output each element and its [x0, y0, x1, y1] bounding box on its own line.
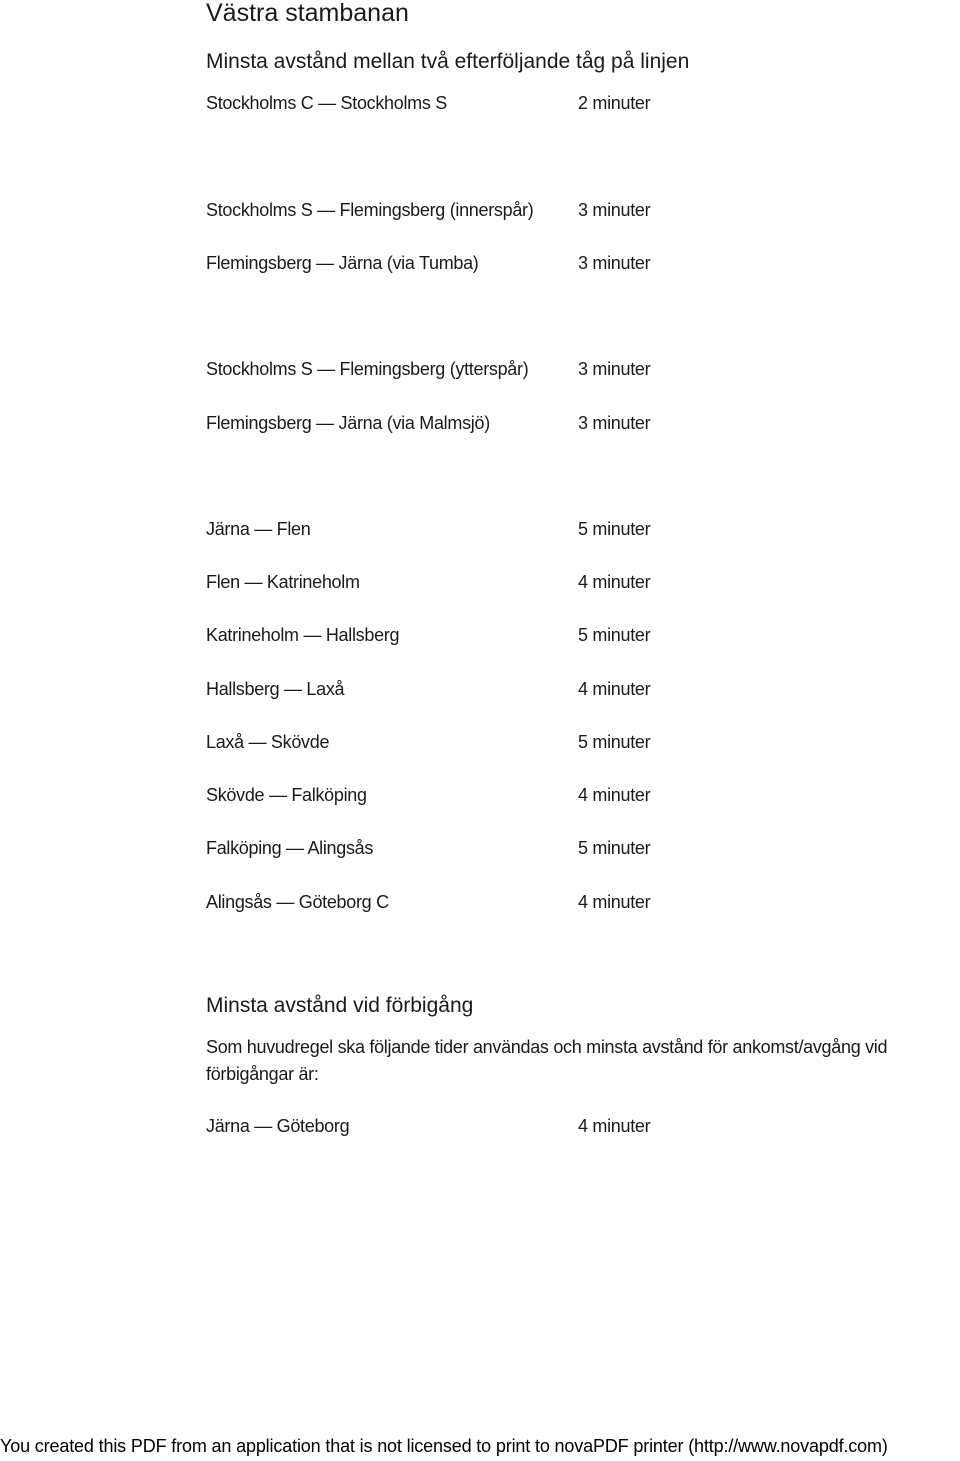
time-value: 4 minuter	[578, 892, 651, 912]
time-value: 3 minuter	[578, 359, 651, 379]
time-value: 4 minuter	[578, 1116, 651, 1136]
table-row	[206, 783, 766, 807]
route-label: Stockholms S — Flemingsberg (innerspår)	[206, 200, 534, 220]
table-row	[206, 198, 766, 222]
time-value: 3 minuter	[578, 253, 651, 273]
table-row	[206, 730, 766, 754]
route-label: Flemingsberg — Järna (via Tumba)	[206, 253, 479, 273]
time-value: 4 minuter	[578, 785, 651, 805]
time-value: 5 minuter	[578, 625, 651, 645]
table-row	[206, 251, 766, 275]
time-value: 5 minuter	[578, 519, 651, 539]
route-label: Stockholms C — Stockholms S	[206, 93, 447, 113]
table-row	[206, 890, 766, 914]
table-row	[206, 517, 766, 541]
table-row	[206, 411, 766, 435]
route-label: Laxå — Skövde	[206, 732, 330, 752]
overtaking-paragraph: Som huvudregel ska följande tider användas och minsta avstånd för ankomst/avgång vid förbigångar är:	[206, 1037, 888, 1084]
route-label: Alingsås — Göteborg C	[206, 892, 389, 912]
page-title: Västra stambanan	[206, 0, 409, 27]
time-value: 3 minuter	[578, 200, 651, 220]
table-row	[206, 623, 766, 647]
route-label: Järna — Göteborg	[206, 1116, 350, 1136]
route-label: Järna — Flen	[206, 519, 311, 539]
route-label: Falköping — Alingsås	[206, 838, 374, 858]
route-label: Skövde — Falköping	[206, 785, 367, 805]
table-row	[206, 836, 766, 860]
time-value: 5 minuter	[578, 732, 651, 752]
pdf-license-footer: You created this PDF from an application that is not licensed to print to novaPDF printer (http://www.novapdf.com)	[0, 1436, 888, 1456]
route-label: Hallsberg — Laxå	[206, 679, 345, 699]
route-label: Flen — Katrineholm	[206, 572, 360, 592]
time-value: 2 minuter	[578, 93, 651, 113]
route-label: Flemingsberg — Järna (via Malmsjö)	[206, 413, 490, 433]
time-value: 4 minuter	[578, 679, 651, 699]
section-heading-overtaking: Minsta avstånd vid förbigång	[206, 994, 474, 1017]
table-row	[206, 91, 766, 115]
time-value: 5 minuter	[578, 838, 651, 858]
section-heading-following-trains: Minsta avstånd mellan två efterföljande tåg på linjen	[206, 50, 690, 73]
time-value: 3 minuter	[578, 413, 651, 433]
route-label: Katrineholm — Hallsberg	[206, 625, 400, 645]
table-row	[206, 357, 766, 381]
table-row	[206, 570, 766, 594]
table-row	[206, 677, 766, 701]
route-label: Stockholms S — Flemingsberg (ytterspår)	[206, 359, 529, 379]
table-row	[206, 1114, 766, 1138]
time-value: 4 minuter	[578, 572, 651, 592]
